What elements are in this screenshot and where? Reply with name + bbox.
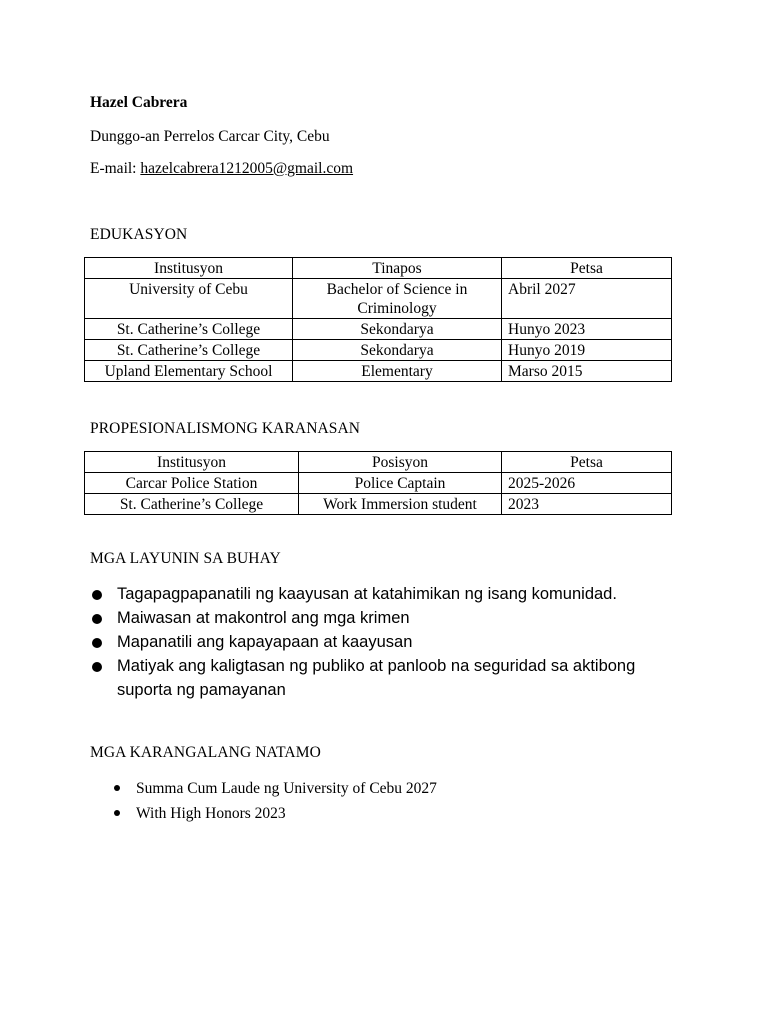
honors-list: [112, 776, 437, 826]
list-item: [90, 654, 690, 702]
table-row: [85, 279, 672, 319]
bullet-icon: [92, 614, 102, 624]
column-header-completed: Tinapos: [293, 258, 502, 279]
bullet-icon: [92, 590, 102, 600]
goals-heading: MGA LAYUNIN SA BUHAY: [90, 550, 281, 567]
applicant-name: Hazel Cabrera: [90, 94, 188, 111]
list-item: [112, 776, 437, 801]
table-cell: Police Captain: [299, 473, 502, 494]
bullet-icon: [92, 638, 102, 648]
list-item: [90, 606, 690, 630]
table-cell: 2023: [502, 494, 672, 515]
column-header-date: Petsa: [502, 258, 672, 279]
list-item-text: Maiwasan at makontrol ang mga krimen: [117, 609, 410, 627]
column-header-institution: Institusyon: [85, 452, 299, 473]
experience-heading: PROPESIONALISMONG KARANASAN: [90, 420, 361, 437]
table-row: [85, 361, 672, 382]
table-cell: Abril 2027: [502, 279, 672, 319]
table-cell: Marso 2015: [502, 361, 672, 382]
table-row: [85, 494, 672, 515]
table-cell: Hunyo 2023: [502, 319, 672, 340]
list-item: [90, 582, 690, 606]
list-item-text: Tagapagpapanatili ng kaayusan at katahimikan ng isang komunidad.: [117, 585, 617, 603]
email-label: E-mail:: [90, 160, 141, 177]
table-row: [85, 319, 672, 340]
list-item: [112, 801, 437, 826]
table-cell: University of Cebu: [85, 279, 293, 319]
column-header-institution: Institusyon: [85, 258, 293, 279]
honors-heading: MGA KARANGALANG NATAMO: [90, 744, 321, 761]
table-cell: Elementary: [293, 361, 502, 382]
table-cell: Upland Elementary School: [85, 361, 293, 382]
education-heading: EDUKASYON: [90, 226, 188, 243]
table-row: [85, 340, 672, 361]
table-cell: 2025-2026: [502, 473, 672, 494]
column-header-position: Posisyon: [299, 452, 502, 473]
table-cell: Sekondarya: [293, 340, 502, 361]
table-cell: St. Catherine’s College: [85, 319, 293, 340]
applicant-email-line: [90, 160, 353, 178]
table-cell: St. Catherine’s College: [85, 494, 299, 515]
list-item-text: Mapanatili ang kapayapaan at kaayusan: [117, 633, 413, 651]
table-cell: St. Catherine’s College: [85, 340, 293, 361]
list-item: [90, 630, 690, 654]
table-cell: Work Immersion student: [299, 494, 502, 515]
table-header-row: [85, 258, 672, 279]
table-cell: Hunyo 2019: [502, 340, 672, 361]
table-row: [85, 473, 672, 494]
experience-table: [84, 451, 672, 515]
list-item-text: Matiyak ang kaligtasan ng publiko at panloob na seguridad sa aktibong suporta ng pamayanan: [117, 657, 636, 699]
table-cell: Sekondarya: [293, 319, 502, 340]
list-item-text: Summa Cum Laude ng University of Cebu 2027: [136, 780, 437, 797]
bullet-icon: [92, 662, 102, 672]
table-cell: Bachelor of Science in Criminology: [293, 279, 502, 319]
table-header-row: [85, 452, 672, 473]
table-cell: Carcar Police Station: [85, 473, 299, 494]
applicant-address: Dunggo-an Perrelos Carcar City, Cebu: [90, 128, 330, 145]
list-item-text: With High Honors 2023: [136, 805, 286, 822]
education-table: [84, 257, 672, 382]
column-header-date: Petsa: [502, 452, 672, 473]
bullet-icon: [114, 810, 120, 816]
goals-list: [90, 582, 690, 702]
email-link[interactable]: hazelcabrera1212005@gmail.com: [140, 160, 354, 177]
bullet-icon: [114, 785, 120, 791]
